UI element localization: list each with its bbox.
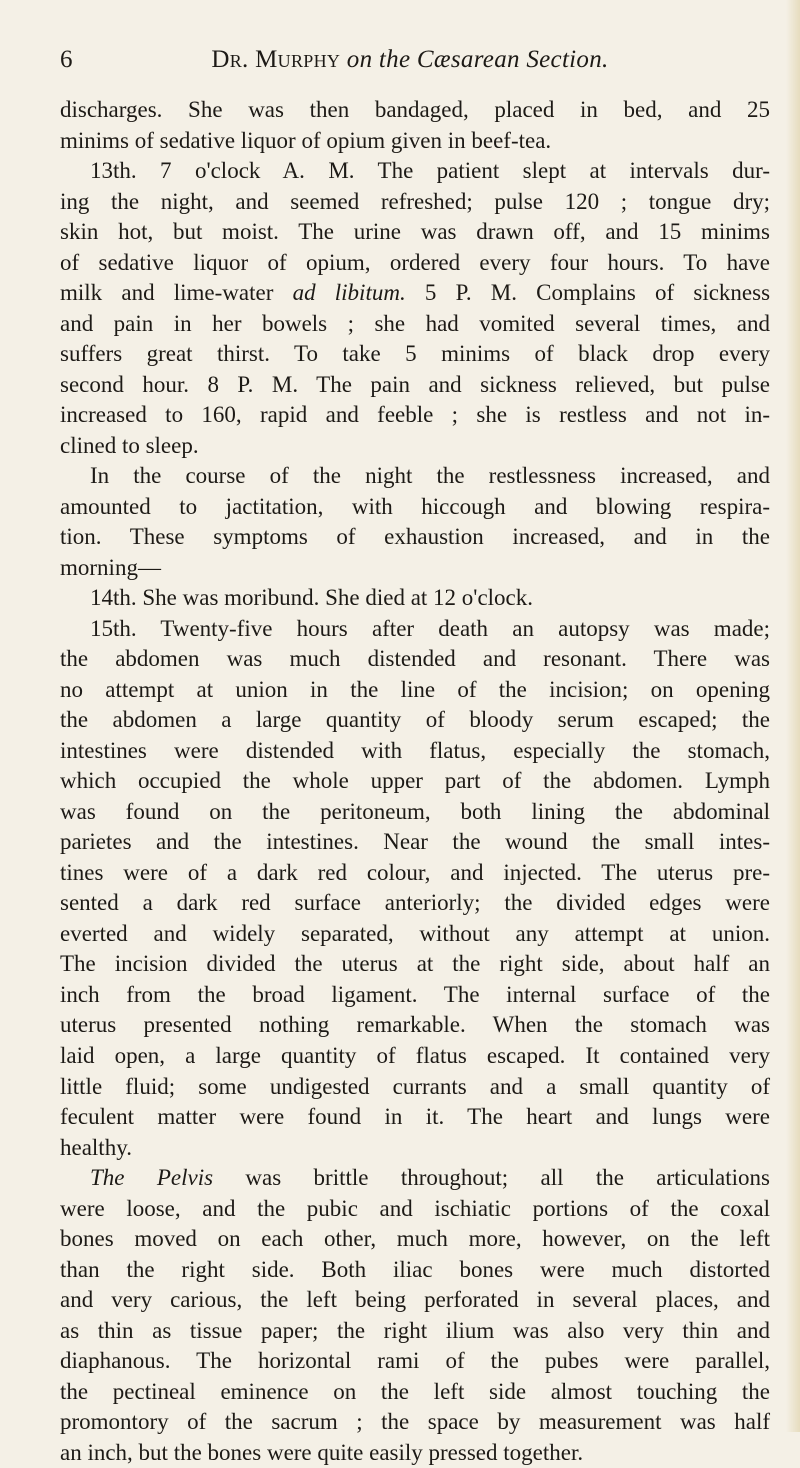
running-title-author: Dr. Murphy bbox=[211, 46, 341, 73]
text-line: second hour. 8 P. M. The pain and sickness relieved, but pulse bbox=[60, 371, 770, 397]
text-line: bones moved on each other, much more, however, on the left bbox=[60, 1226, 770, 1252]
text-line: no attempt at union in the line of the incision; on opening bbox=[60, 676, 770, 702]
text-line: tion. These symptoms of exhaustion increased, and in the bbox=[60, 524, 770, 550]
text-span: milk and lime-water bbox=[60, 280, 274, 306]
text-line: skin hot, but moist. The urine was drawn off, and 15 minims bbox=[60, 219, 770, 245]
text-line: and very carious, the left being perforated in several places, and bbox=[60, 1287, 770, 1313]
text-line: the pectineal eminence on the left side almost touching the bbox=[60, 1378, 770, 1404]
text-line: as thin as tissue paper; the right ilium was also very thin and bbox=[60, 1317, 770, 1343]
text-line bbox=[60, 278, 770, 309]
body-text bbox=[60, 95, 770, 1468]
text-line: laid open, a large quantity of flatus escaped. It contained very bbox=[60, 1042, 770, 1068]
italic-span: ad libitum. bbox=[292, 280, 406, 306]
page-edge-shadow bbox=[786, 0, 800, 1432]
text-line: minims of sedative liquor of opium given in beef-tea. bbox=[60, 127, 552, 153]
text-line: clined to sleep. bbox=[60, 432, 199, 458]
running-title-connector: on the bbox=[346, 46, 411, 73]
text-line: inch from the broad ligament. The internal surface of the bbox=[60, 981, 770, 1007]
text-line: parietes and the intestines. Near the wound the small intes- bbox=[60, 829, 770, 855]
text-line: tines were of a dark red colour, and injected. The uterus pre- bbox=[60, 859, 770, 885]
text-line: 15th. Twenty-five hours after death an autopsy was made; bbox=[90, 615, 770, 641]
text-line: 14th. She was moribund. She died at 12 o'clock. bbox=[90, 585, 533, 611]
text-line: the abdomen was much distended and resonant. There was bbox=[60, 646, 770, 672]
text-line: of sedative liquor of opium, ordered every four hours. To have bbox=[60, 249, 770, 275]
text-line: and pain in her bowels ; she had vomited several times, and bbox=[60, 310, 770, 336]
text-line: than the right side. Both iliac bones were much distorted bbox=[60, 1256, 770, 1282]
text-line: which occupied the whole upper part of the abdomen. Lymph bbox=[60, 768, 770, 794]
text-line: little fluid; some undigested currants and a small quantity of bbox=[60, 1073, 770, 1099]
running-title bbox=[60, 46, 760, 74]
text-line: were loose, and the pubic and ischiatic portions of the coxal bbox=[60, 1195, 770, 1221]
text-line: intestines were distended with flatus, especially the stomach, bbox=[60, 737, 770, 763]
text-line: healthy. bbox=[60, 1134, 132, 1160]
text-line: feculent matter were found in it. The heart and lungs were bbox=[60, 1104, 770, 1130]
italic-span: The Pelvis bbox=[90, 1165, 214, 1191]
text-line: 13th. 7 o'clock A. M. The patient slept at intervals dur- bbox=[90, 158, 770, 184]
text-span: was brittle throughout; all the articulations bbox=[245, 1165, 770, 1191]
text-line: was found on the peritoneum, both lining the abdominal bbox=[60, 798, 770, 824]
text-line: sented a dark red surface anteriorly; the divided edges were bbox=[60, 890, 770, 916]
text-line: everted and widely separated, without any attempt at union. bbox=[60, 920, 770, 946]
text-line: amounted to jactitation, with hiccough and blowing respira- bbox=[60, 493, 770, 519]
text-line: The incision divided the uterus at the right side, about half an bbox=[60, 951, 770, 977]
text-line: discharges. She was then bandaged, placed in bed, and 25 bbox=[60, 97, 770, 122]
text-line: increased to 160, rapid and feeble ; she is restless and not in- bbox=[60, 402, 770, 428]
text-span: 5 P. M. Complains of sickness bbox=[424, 280, 771, 306]
text-line: the abdomen a large quantity of bloody serum escaped; the bbox=[60, 707, 770, 733]
text-line: an inch, but the bones were quite easily pressed together. bbox=[60, 1439, 584, 1465]
text-line: promontory of the sacrum ; the space by measurement was half bbox=[60, 1409, 770, 1435]
page-number: 6 bbox=[60, 46, 73, 73]
text-line bbox=[60, 1163, 770, 1194]
text-line: ing the night, and seemed refreshed; pulse 120 ; tongue dry; bbox=[60, 188, 770, 214]
text-line: uterus presented nothing remarkable. When the stomach was bbox=[60, 1012, 770, 1038]
text-line: In the course of the night the restlessness increased, and bbox=[90, 463, 770, 489]
text-line: suffers great thirst. To take 5 minims of black drop every bbox=[60, 341, 770, 367]
text-line: diaphanous. The horizontal rami of the pubes were parallel, bbox=[60, 1348, 770, 1374]
running-head bbox=[60, 46, 760, 86]
running-title-subject: Cæsarean Section. bbox=[416, 46, 609, 73]
text-line: morning— bbox=[60, 554, 161, 580]
